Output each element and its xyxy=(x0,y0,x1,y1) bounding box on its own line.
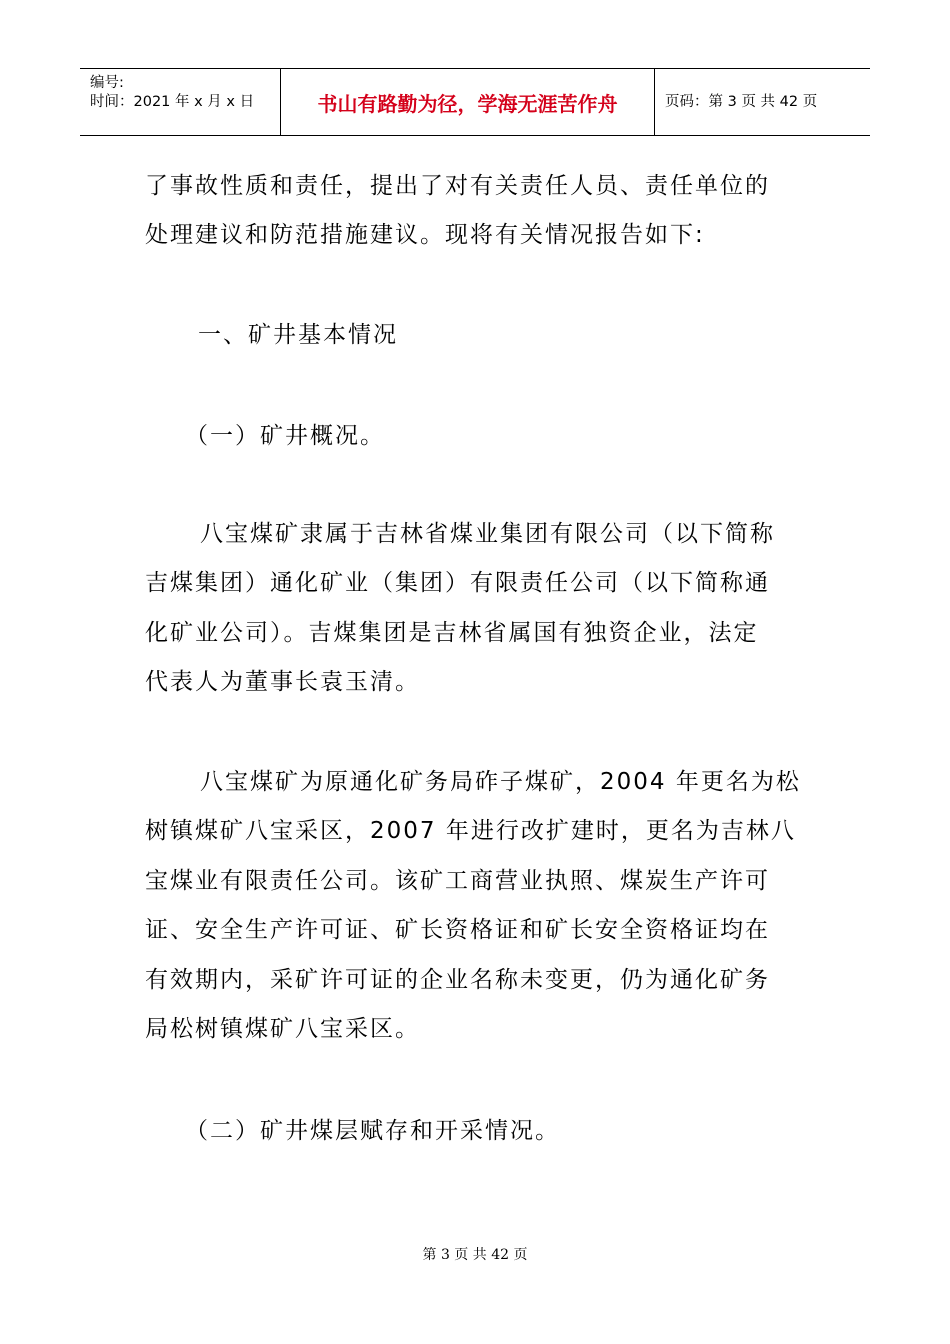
time-label: 时间：2021 年 x 月 x 日 xyxy=(90,94,255,110)
text-line: 代表人为董事长袁玉清。 xyxy=(145,669,420,696)
section-heading-basic: 一、矿井基本情况 xyxy=(198,322,398,348)
page-footer: 第 3 页 共 42 页 xyxy=(422,1247,528,1263)
subsection-heading-overview: （一）矿井概况。 xyxy=(185,423,385,449)
text-line: 处理建议和防范措施建议。现将有关情况报告如下: xyxy=(145,222,705,249)
text-line: 宝煤业有限责任公司。该矿工商营业执照、煤炭生产许可 xyxy=(145,867,770,894)
text-line: 了事故性质和责任，提出了对有关责任人员、责任单位的 xyxy=(145,173,770,199)
text-line: 八宝煤矿为原通化矿务局砟子煤矿，2004 年更名为松 xyxy=(200,769,801,795)
header-page-label: 页码：第 3 页 共 42 页 xyxy=(665,94,818,110)
paragraph-intro xyxy=(145,162,805,261)
text-line: 树镇煤矿八宝采区，2007 年进行改扩建时，更名为吉林八 xyxy=(145,818,796,845)
text-line: 吉煤集团）通化矿业（集团）有限责任公司（以下简称通 xyxy=(145,570,770,597)
text-line: 八宝煤矿隶属于吉林省煤业集团有限公司（以下简称 xyxy=(200,521,775,547)
header-meta-cell xyxy=(80,69,281,135)
paragraph-affiliation xyxy=(145,510,805,708)
number-label: 编号: xyxy=(90,75,124,91)
text-line: 证、安全生产许可证、矿长资格证和矿长安全资格证均在 xyxy=(145,917,770,944)
header-motto-cell xyxy=(281,69,655,135)
text-line: 局松树镇煤矿八宝采区。 xyxy=(145,1016,420,1043)
subsection-heading-coal-seam: （二）矿井煤层赋存和开采情况。 xyxy=(185,1118,560,1144)
text-line: 有效期内，采矿许可证的企业名称未变更，仍为通化矿务 xyxy=(145,966,770,993)
header-motto: 书山有路勤为径，学海无涯苦作舟 xyxy=(317,92,618,116)
text-line: 化矿业公司）。吉煤集团是吉林省属国有独资企业，法定 xyxy=(145,619,759,646)
document-header xyxy=(80,68,870,136)
header-page-cell xyxy=(655,69,870,135)
paragraph-history xyxy=(145,758,805,1054)
